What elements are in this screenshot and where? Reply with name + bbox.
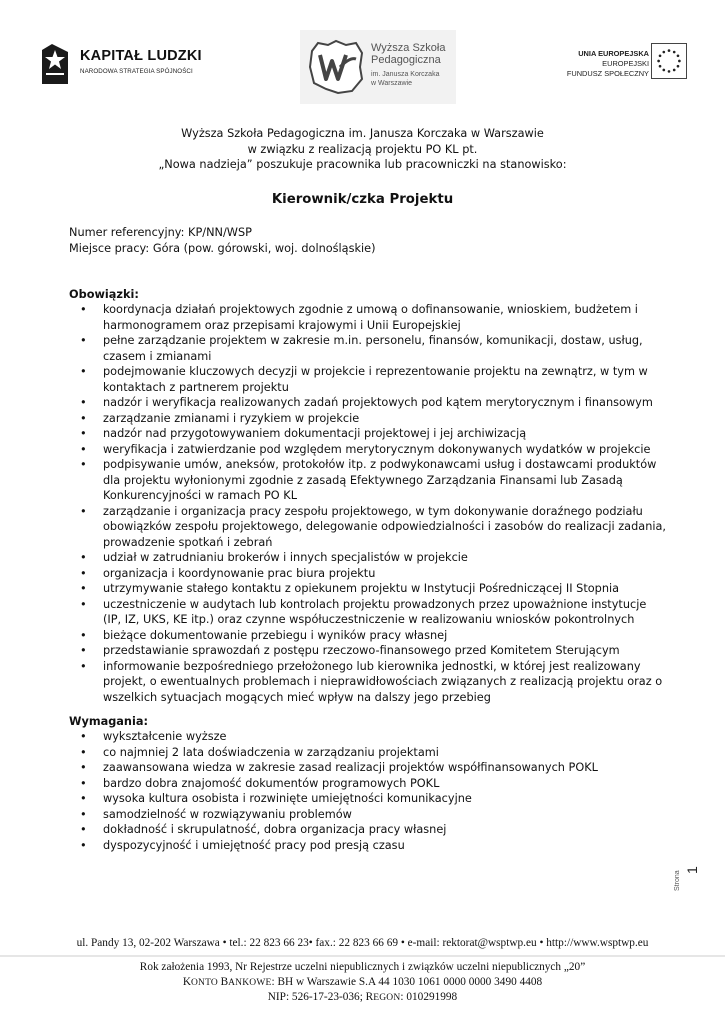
list-item-line: bardzo dobra znajomość dokumentów programowych POKL (103, 776, 440, 790)
list-item-line: nadzór i weryfikacja realizowanych zadań projektowych pod kątem merytorycznym i finansowym (103, 396, 653, 409)
school-logo (300, 30, 456, 104)
bullet-icon: • (80, 792, 87, 805)
intro-line3: „Nowa nadzieja” poszukuje pracownika lub pracowniczki na stanowisko: (158, 158, 567, 171)
list-item-line: pełne zarządzanie projektem w zakresie m.in. personelu, finansów, komunikacji, dostaw, usług, (103, 334, 643, 347)
list-item (69, 659, 689, 706)
list-item-line: bieżące dokumentowanie przebiegu i wyników pracy własnej (103, 628, 448, 642)
list-item-line: zarządzanie i organizacja pracy zespołu projektowego, w tym dokonywanie doraźnego podziału (103, 504, 643, 518)
list-item-line: wszelkich sytuacjach mogących mieć wpływ na dalszy jego przebieg (103, 690, 491, 704)
footer-bank-value: : BH w Warszawie S.A 44 1030 1061 0000 0000 3490 4408 (271, 975, 543, 988)
list-item (69, 597, 689, 628)
kapital-ludzki-title: KAPITAŁ LUDZKI (80, 48, 202, 64)
school-logo-line2: Pedagogiczna (371, 54, 441, 66)
work-place: Miejsce pracy: Góra (pow. górowski, woj. dolnośląskie) (69, 241, 376, 255)
bullet-icon: • (80, 807, 87, 821)
school-logo-line3: im. Janusza Korczaka (371, 71, 440, 78)
footer-registry: Rok założenia 1993, Nr Rejestrze uczelni niepublicznych i związków uczelni niepublicznych „20” (139, 961, 586, 973)
bullet-icon: • (80, 823, 87, 836)
bullet-icon: • (80, 396, 87, 409)
requirements-list (69, 729, 689, 853)
bullet-icon: • (80, 644, 87, 657)
page-number: 1 (684, 866, 700, 874)
footer-nip: NIP: 526-17-23-036; (267, 991, 366, 1003)
list-item (69, 760, 689, 776)
list-item-line: wysoka kultura osobista i rozwinięte umiejętności komunikacyjne (103, 792, 472, 805)
bullet-icon: • (80, 566, 87, 580)
bullet-icon: • (80, 761, 87, 774)
list-item-line: prowadzenie spotkań i zebrań (103, 535, 273, 549)
eu-logo-line2: EUROPEJSKI (602, 59, 649, 68)
list-item-line: zarządzanie zmianami i ryzykiem w projekcie (103, 411, 360, 425)
footer-divider (0, 955, 725, 957)
bullet-icon: • (80, 551, 87, 564)
footer-info (0, 960, 725, 1006)
list-item (69, 411, 689, 427)
list-item-line: czasem i zmianami (103, 349, 212, 363)
bullet-icon: • (80, 442, 87, 456)
list-item-line: co najmniej 2 lata doświadczenia w zarządzaniu projektami (103, 745, 439, 759)
list-item (69, 791, 689, 807)
footer-regon-value: : 010291998 (400, 991, 458, 1003)
footer-nip-regon (0, 990, 725, 1006)
footer-contact: ul. Pandy 13, 02-202 Warszawa • tel.: 22 823 66 23• fax.: 22 823 66 69 • e-mail: rektorat@wsptwp.eu • http://www.wsptwp.eu (76, 937, 649, 949)
list-item (69, 364, 689, 395)
kapital-ludzki-subtitle: NARODOWA STRATEGIA SPÓJNOŚCI (80, 68, 193, 75)
list-item (69, 745, 689, 761)
list-item-line: Konkurencyjności w ramach PO KL (103, 489, 297, 502)
list-item-line: samodzielność w rozwiązywaniu problemów (103, 807, 352, 821)
footer-bank-b: B (220, 975, 229, 988)
list-item-line: koordynacja działań projektowych zgodnie z umową o dofinansowanie, wnioskiem, budżetem i (103, 303, 638, 316)
bullet-icon: • (80, 597, 87, 611)
list-item (69, 776, 689, 792)
intro-line2: w związku z realizacją projektu PO KL pt. (247, 142, 478, 156)
intro-line1: Wyższa Szkoła Pedagogiczna im. Janusza Korczaka w Warszawie (181, 127, 544, 140)
bullet-icon: • (80, 745, 87, 759)
list-item-line: nadzór nad przygotowywaniem dokumentacji projektowej i jej archiwizacją (103, 427, 527, 440)
list-item (69, 333, 689, 364)
list-item-line: (IP, IZ, UKS, KE itp.) oraz czynne współuczestniczenie w realizowaniu wniosków pokontrolnych (103, 613, 635, 626)
requirements-heading: Wymagania: (69, 715, 148, 728)
eu-logo (535, 40, 687, 86)
list-item (69, 807, 689, 823)
page-label: Strona (674, 870, 681, 891)
list-item (69, 457, 689, 504)
footer-bank-onto: ONTO (190, 977, 221, 988)
list-item-line: organizacja i koordynowanie prac biura projektu (103, 566, 376, 580)
list-item-line: projekt, o ewentualnych problemach i nieprawidłowościach związanych z realizacją projektu oraz o (103, 675, 663, 688)
list-item-line: udział w zatrudnianiu brokerów i innych specjalistów w projekcie (103, 551, 468, 564)
duties-heading: Obowiązki: (69, 288, 139, 301)
list-item-line: przedstawianie sprawozdań z postępu rzeczowo-finansowego przed Komitetem Sterującym (103, 644, 620, 657)
footer-bank-ankowe: ANKOWE (228, 977, 272, 988)
bullet-icon: • (80, 504, 87, 518)
school-emblem-icon (306, 37, 366, 97)
list-item (69, 550, 689, 566)
list-item (69, 442, 689, 458)
bullet-icon: • (80, 458, 87, 471)
footer-bank-k: K (182, 975, 191, 988)
bullet-icon: • (80, 730, 87, 743)
list-item-line: podpisywanie umów, aneksów, protokołów itp. z podwykonawcami usług i dostawcami produktów (103, 458, 657, 471)
list-item (69, 302, 689, 333)
list-item-line: informowanie bezpośredniego przełożonego lub kierownika jednostki, w której jest realizowany (103, 659, 641, 673)
kapital-ludzki-star-icon (38, 40, 72, 86)
list-item-line: zaawansowana wiedza w zakresie zasad realizacji projektów współfinansowanych POKL (103, 761, 598, 774)
school-logo-line1: Wyższa Szkoła (371, 42, 446, 54)
list-item-line: dla projektu wyłonionymi zgodnie z zasadą Efektywnego Zarządzania Finansami lub Zasadą (103, 473, 623, 487)
eu-logo-line3: FUNDUSZ SPOŁECZNY (566, 69, 649, 78)
footer-regon-r: R (365, 991, 374, 1003)
list-item-line: dyspozycyjność i umiejętność pracy pod presją czasu (103, 838, 405, 852)
list-item (69, 838, 689, 854)
intro (0, 126, 725, 173)
footer-bank (0, 975, 725, 991)
list-item (69, 643, 689, 659)
eu-logo-line1: UNIA EUROPEJSKA (578, 49, 649, 58)
bullet-icon: • (80, 582, 87, 595)
bullet-icon: • (80, 838, 87, 852)
list-item-line: weryfikacja i zatwierdzanie pod względem merytorycznym dokonywanych wydatków w projekcie (103, 442, 651, 456)
list-item-line: harmonogramem oraz przepisami krajowymi i Unii Europejskiej (103, 318, 461, 332)
list-item (69, 628, 689, 644)
list-item (69, 581, 689, 597)
list-item (69, 822, 689, 838)
list-item-line: podejmowanie kluczowych decyzji w projekcie i reprezentowanie projektu na zewnątrz, w tym w (103, 365, 648, 378)
list-item (69, 504, 689, 551)
bullet-icon: • (80, 365, 87, 378)
page-title: Kierownik/czka Projektu (271, 192, 454, 207)
eu-flag-icon (651, 43, 687, 79)
list-item (69, 729, 689, 745)
list-item-line: utrzymywanie stałego kontaktu z opiekunem projektu w Instytucji Pośredniczącej II Stopnia (103, 582, 620, 595)
bullet-icon: • (80, 303, 87, 316)
bullet-icon: • (80, 628, 87, 642)
reference-info (69, 225, 376, 256)
bullet-icon: • (80, 776, 87, 790)
reference-number: Numer referencyjny: KP/NN/WSP (69, 226, 252, 239)
list-item-line: obowiązków zespołu projektowego, delegowanie odpowiedzialności i zasobów do realizacji zadania, (103, 520, 667, 533)
bullet-icon: • (80, 427, 87, 440)
list-item-line: kontaktach z partnerem projektu (103, 380, 289, 394)
header (0, 0, 725, 110)
footer-regon-egon: EGON (373, 993, 401, 1003)
duties-list (69, 302, 689, 705)
list-item (69, 426, 689, 442)
list-item (69, 395, 689, 411)
list-item-line: uczestniczenie w audytach lub kontrolach projektu prowadzonych przez upoważnione instytucje (103, 597, 647, 611)
list-item (69, 566, 689, 582)
list-item-line: wykształcenie wyższe (103, 730, 227, 743)
school-logo-line4: w Warszawie (371, 80, 412, 87)
list-item-line: dokładność i skrupulatność, dobra organizacja pracy własnej (103, 823, 447, 836)
bullet-icon: • (80, 334, 87, 347)
bullet-icon: • (80, 411, 87, 425)
bullet-icon: • (80, 659, 87, 673)
eu-logo-text (567, 48, 649, 79)
kapital-ludzki-logo (38, 40, 202, 86)
